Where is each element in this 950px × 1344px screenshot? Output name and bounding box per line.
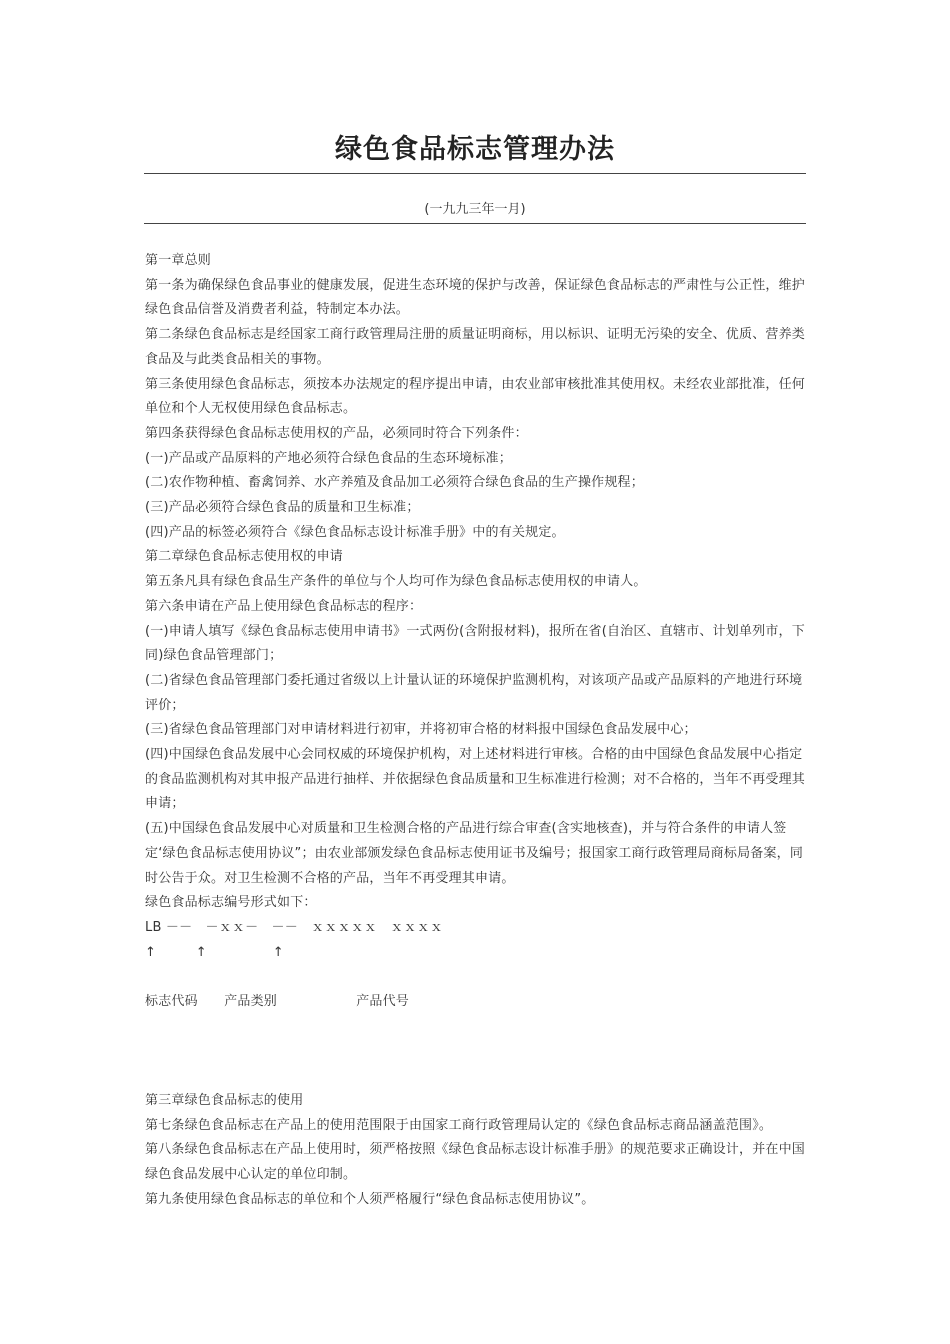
- document-body: [145, 249, 815, 1212]
- list-item: (一)申请人填写《绿色食品标志使用申请书》一式两份(含附报材料)，报所在省(自治区、直辖市、计划单列市，下同)绿色食品管理部门；: [145, 623, 805, 664]
- article-paragraph: 第八条绿色食品标志在产品上使用时，须严格按照《绿色食品标志设计标准手册》的规范要求正确设计，并在中国绿色食品发展中心认定的单位印制。: [145, 1142, 806, 1182]
- document-date: (一九九三年一月): [424, 202, 526, 217]
- list-item: (四)中国绿色食品发展中心会同权威的环境保护机构，对上述材料进行审核。合格的由中国绿色食品发展中心指定的食品监测机构对其申报产品进行抽样、并依据绿色食品质量和卫生标准进行检测；对不合格的，当年不再受理其申请；: [145, 747, 806, 812]
- date-divider: [144, 223, 806, 224]
- chapter-heading: 第一章总则: [145, 253, 212, 268]
- code-format-labels: 标志代码 产品类别 产品代号: [145, 994, 410, 1010]
- chapter-heading: 第三章绿色食品标志的使用: [145, 1092, 304, 1108]
- blank-line: [145, 1039, 815, 1064]
- list-item: (五)中国绿色食品发展中心对质量和卫生检测合格的产品进行综合审查(含实地核查)，并与符合条件的申请人签定‘绿色食品标志使用协议”；由农业部颁发绿色食品标志使用证书及编号；报国家工商行政管理局商标局备案，同时公告于众。对卫生检测不合格的产品，当年不再受理其申请。: [145, 821, 804, 886]
- chapter-heading: 第二章绿色食品标志使用权的申请: [145, 549, 344, 565]
- article-paragraph: 第三条使用绿色食品标志，须按本办法规定的程序提出申请，由农业部审核批准其使用权。未经农业部批准，任何单位和个人无权使用绿色食品标志。: [145, 376, 806, 417]
- article-paragraph: 第六条申请在产品上使用绿色食品标志的程序：: [145, 598, 423, 614]
- article-paragraph: 第二条绿色食品标志是经国家工商行政管理局注册的质量证明商标，用以标识、证明无污染的安全、优质、营养类食品及与此类食品相关的事物。: [145, 327, 806, 367]
- article-paragraph: 第四条获得绿色食品标志使用权的产品，必须同时符合下列条件：: [145, 425, 528, 441]
- list-item: (一)产品或产品原料的产地必须符合绿色食品的生态环境标准；: [145, 450, 512, 466]
- list-item: (四)产品的标签必须符合《绿色食品标志设计标准手册》中的有关规定。: [145, 524, 565, 540]
- list-item: (三)省绿色食品管理部门对申请材料进行初审，并将初审合格的材料报中国绿色食品发展中心；: [145, 722, 697, 738]
- article-paragraph: 第九条使用绿色食品标志的单位和个人须严格履行“绿色食品标志使用协议”。: [145, 1191, 595, 1207]
- blank-line: [145, 965, 815, 990]
- article-paragraph: 第一条为确保绿色食品事业的健康发展，促进生态环境的保护与改善，保证绿色食品标志的严肃性与公正性，维护绿色食品信誉及消费者利益，特制定本办法。: [145, 277, 806, 318]
- code-format-pattern: LB －－ －ｘｘ－ －－ ｘｘｘｘｘ ｘｘｘｘ: [145, 919, 444, 935]
- blank-line: [145, 1015, 815, 1040]
- list-item: (三)产品必须符合绿色食品的质量和卫生标准；: [145, 500, 420, 516]
- list-item: (二)农作物种植、畜禽饲养、水产养殖及食品加工必须符合绿色食品的生产操作规程；: [145, 475, 644, 491]
- article-paragraph: 绿色食品标志编号形式如下：: [145, 895, 317, 911]
- article-paragraph: 第七条绿色食品标志在产品上的使用范围限于由国家工商行政管理局认定的《绿色食品标志商品涵盖范围》。: [145, 1117, 773, 1133]
- list-item: (二)省绿色食品管理部门委托通过省级以上计量认证的环境保护监测机构，对该项产品或产品原料的产地进行环境评价；: [145, 672, 803, 713]
- title-divider: [144, 173, 806, 174]
- document-title: 绿色食品标志管理办法: [335, 134, 615, 165]
- article-paragraph: 第五条凡具有绿色食品生产条件的单位与个人均可作为绿色食品标志使用权的申请人。: [145, 574, 647, 590]
- blank-line: [145, 1064, 815, 1089]
- code-format-arrows: ↑ ↑ ↑: [145, 944, 284, 960]
